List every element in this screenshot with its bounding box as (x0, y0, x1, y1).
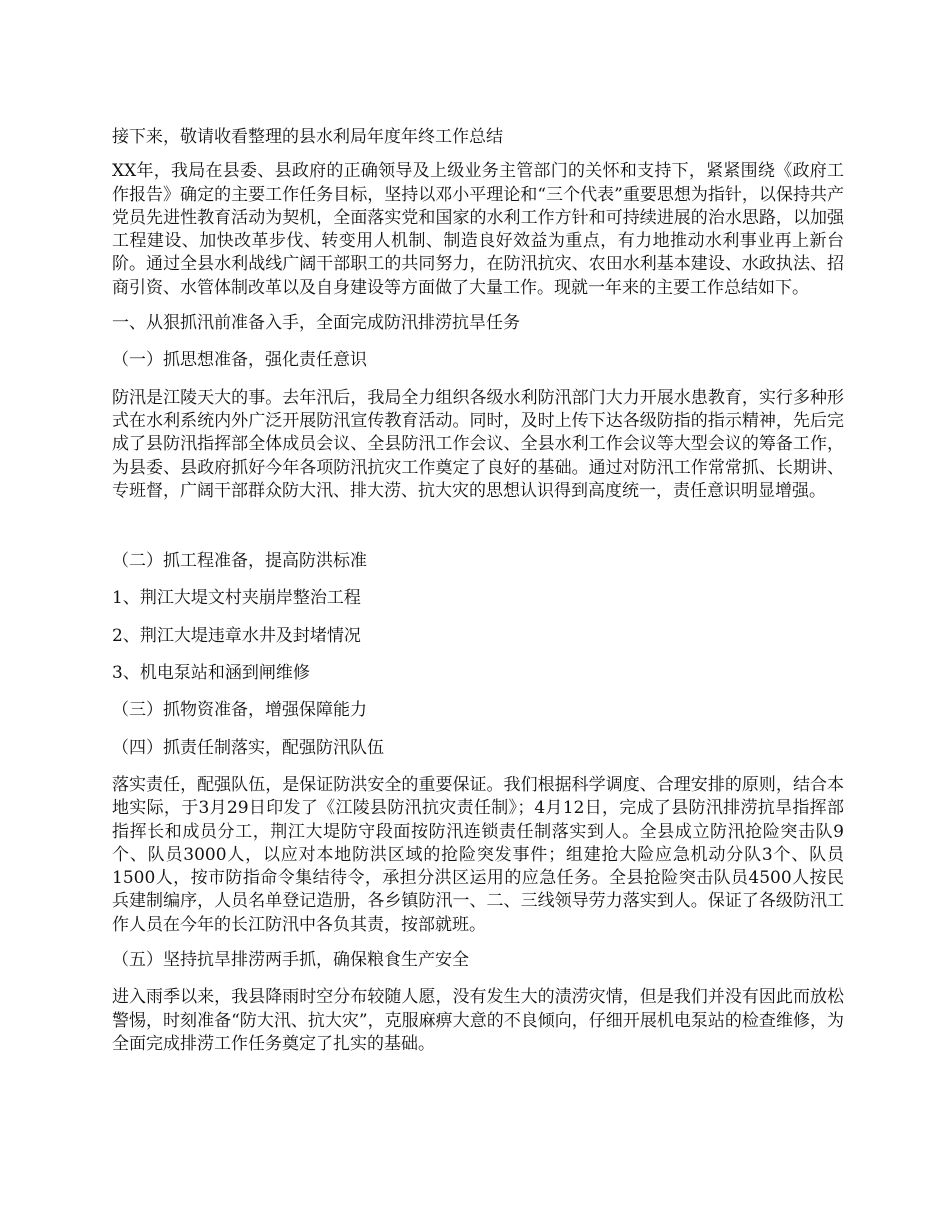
subsection-5-paragraph: 进入雨季以来，我县降雨时空分布较随人愿，没有发生大的渍涝灾情，但是我们并没有因此而放松警惕，时刻准备“防大汛、抗大灾”，克服麻痹大意的不良倾向，仔细开展机电泵站的检查维修，为全面完成排涝工作任务奠定了扎实的基础。 (112, 987, 844, 1054)
subsection-heading-2: （二）抓工程准备，提高防洪标准 (112, 551, 367, 572)
subsection-heading-3: （三）抓物资准备，增强保障能力 (112, 700, 367, 721)
subsection-heading-5: （五）坚持抗旱排涝两手抓，确保粮食生产安全 (112, 950, 469, 971)
subsection-1-paragraph: 防汛是江陵天大的事。去年汛后，我局全力组织各级水利防汛部门大力开展水患教育，实行多种形式在水利系统内外广泛开展防汛宣传教育活动。同时，及时上传下达各级防指的指示精神，先后完成了县防汛指挥部全体成员会议、全县防汛工作会议、全县水利工作会议等大型会议的筹备工作，为县委、县政府抓好今年各项防汛抗灾工作奠定了良好的基础。通过对防汛工作常常抓、长期讲、专班督，广阔干部群众防大汛、排大涝、抗大灾的思想认识得到高度统一，责任意识明显增强。 (112, 387, 844, 501)
summary-paragraph: XX年，我局在县委、县政府的正确领导及上级业务主管部门的关怀和支持下，紧紧围绕《政府工作报告》确定的主要工作任务目标，坚持以邓小平理论和“三个代表”重要思想为指针，以保持共产党员先进性教育活动为契机，全面落实党和国家的水利工作方针和可持续进展的治水思路，以加强工程建设、加快改革步伐、转变用人机制、制造良好效益为重点，有力地推动水利事业再上新台阶。通过全县水利战线广阔干部职工的共同努力，在防汛抗灾、农田水利基本建设、水政执法、招商引资、水管体制改革以及自身建设等方面做了大量工作。现就一年来的主要工作总结如下。 (112, 161, 844, 298)
subsection-heading-1: （一）抓思想准备，强化责任意识 (112, 350, 367, 371)
subsection-heading-4: （四）抓责任制落实，配强防汛队伍 (112, 737, 384, 758)
section-heading-1: 一、从狠抓汛前准备入手，全面完成防汛排涝抗旱任务 (112, 313, 520, 334)
document-page (112, 126, 844, 1056)
list-item-3: 3、机电泵站和涵到闸维修 (112, 663, 310, 684)
subsection-4-paragraph: 落实责任，配强队伍，是保证防洪安全的重要保证。我们根据科学调度、合理安排的原则，结合本地实际，于3月29日印发了《江陵县防汛抗灾责任制》；4月12日，完成了县防汛排涝抗旱指挥部指挥长和成员分工，荆江大堤防守段面按防汛连锁责任制落实到人。全县成立防汛抢险突击队9个、队员3000人，以应对本地防洪区域的抢险突发事件；组建抢大险应急机动分队3个、队员1500人，按市防指命令集结待令，承担分洪区运用的应急任务。全县抢险突击队员4500人按民兵建制编序，人员名单登记造册，各乡镇防汛一、二、三线领导劳力落实到人。保证了各级防汛工作人员在今年的长江防汛中各负其责，按部就班。 (112, 774, 844, 935)
list-item-1: 1、荆江大堤文村夹崩岸整治工程 (112, 588, 361, 609)
list-item-2: 2、荆江大堤违章水井及封堵情况 (112, 625, 361, 646)
intro-line: 接下来，敬请收看整理的县水利局年度年终工作总结 (112, 127, 503, 147)
